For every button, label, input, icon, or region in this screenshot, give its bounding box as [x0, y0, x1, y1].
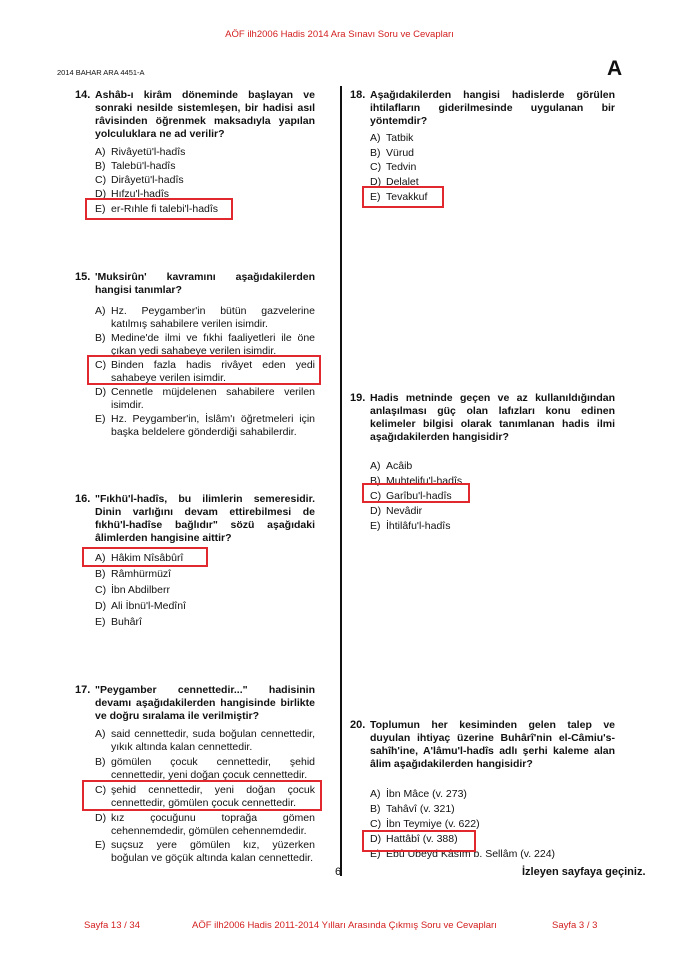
footer-left: Sayfa 13 / 34 — [84, 920, 140, 931]
option-text: gömülen çocuk cennettedir, şehid cennettedir, yeni doğan çocuk cennettedir. — [111, 756, 315, 781]
option-text: Tedvin — [386, 161, 417, 173]
option-letter: C) — [95, 359, 107, 371]
option-text: İbn Mâce (v. 273) — [386, 788, 467, 800]
option-letter: D) — [370, 505, 382, 517]
option-letter: D) — [370, 833, 382, 845]
option-letter: A) — [95, 552, 106, 564]
option-text: Hattâbî (v. 388) — [386, 833, 458, 845]
option-letter: B) — [95, 332, 106, 344]
option-letter: B) — [370, 803, 381, 815]
answer-mark-18 — [362, 186, 444, 208]
option-text: Buhârî — [111, 616, 142, 628]
option-letter: D) — [95, 188, 107, 200]
option-text: Hz. Peygamber'in, İslâm'ı öğretmeleri için başka beldelere gönderdiği sahabilerdir. — [111, 413, 315, 438]
option-letter: E) — [370, 520, 381, 532]
option-letter: A) — [370, 788, 381, 800]
option-letter: C) — [95, 584, 107, 596]
option-letter: E) — [95, 839, 106, 851]
option-letter: B) — [95, 756, 106, 768]
option-letter: C) — [370, 818, 382, 830]
option-text: suçsuz yere gömülen kız, yüzerken boğulan ve göçük altında kalan cennettedir. — [111, 839, 315, 864]
answer-mark-16 — [82, 547, 208, 567]
column-divider — [340, 86, 342, 876]
page-number: 6 — [335, 866, 342, 878]
option-letter: B) — [95, 160, 106, 172]
option-text: Cennetle müjdelenen sahabilere verilen isimdir. — [111, 386, 315, 411]
option-text: Tatbik — [386, 132, 414, 144]
option-letter: D) — [370, 176, 382, 188]
option-letter: E) — [95, 203, 106, 215]
answer-mark-17 — [82, 780, 322, 811]
option-letter: B) — [370, 475, 381, 487]
option-text: Garîbu'l-hadîs — [386, 490, 452, 502]
option-text: Binden fazla hadis rivâyet eden yedi sahabeye verilen isimdir. — [111, 359, 315, 384]
option-letter: C) — [95, 784, 107, 796]
option-letter: A) — [370, 460, 381, 472]
question-number: 18. — [350, 89, 366, 101]
option-letter: E) — [95, 616, 106, 628]
option-text: İbn Teymiye (v. 622) — [386, 818, 480, 830]
option-text: Hâkim Nîsâbûrî — [111, 552, 184, 564]
option-text: said cennettedir, suda boğulan cennettedir, yıkık altında kalan cennettedir. — [111, 728, 315, 753]
option-letter: E) — [370, 848, 381, 860]
question-stem: "Peygamber cennettedir..." hadisinin devamı aşağıdakilerden hangisinde birlikte ve doğru sıralama ile verilmiştir? — [95, 684, 315, 722]
option-letter: E) — [370, 191, 381, 203]
option-text: Talebü'l-hadîs — [111, 160, 176, 172]
booklet-letter: A — [607, 57, 623, 80]
footer-right: Sayfa 3 / 3 — [552, 920, 598, 931]
option-text: Tevakkuf — [386, 191, 428, 203]
question-number: 20. — [350, 719, 366, 731]
answer-mark-14 — [85, 198, 233, 220]
option-letter: C) — [370, 161, 382, 173]
question-number: 17. — [75, 684, 91, 696]
option-text: er-Rıhle fi talebi'l-hadîs — [111, 203, 219, 215]
option-text: Nevâdir — [386, 505, 423, 517]
option-text: kız çocuğunu toprağa gömen cehennemdedir, gömülen cehennemdedir. — [111, 812, 315, 837]
question-number: 15. — [75, 271, 91, 283]
question-stem: "Fıkhü'l-hadîs, bu ilimlerin semeresidir. Dinin varlığını devam ettirebilmesi de fıkhü'l-hadîse bağlıdır" sözü aşağıdaki âlimlerden hangisine aittir? — [95, 493, 315, 544]
option-letter: A) — [95, 728, 106, 740]
option-text: Muhtelifu'l-hadîs — [386, 475, 463, 487]
option-letter: B) — [370, 147, 381, 159]
next-page-note: İzleyen sayfaya geçiniz. — [522, 866, 646, 878]
option-text: Dirâyetü'l-hadîs — [111, 174, 184, 186]
option-text: Acâib — [386, 460, 413, 472]
question-stem: Toplumun her kesiminden gelen talep ve duyulan ihtiyaç üzerine Buhârî'nin el-Câmiu's-sahîh'ine, A'lâmu'l-hadîs adlı şerhi kaleme alan âlim aşağıdakilerden hangisidir? — [370, 719, 615, 770]
question-number: 19. — [350, 392, 366, 404]
footer-center: AÖF ilh2006 Hadis 2011-2014 Yılları Arasında Çıkmış Soru ve Cevapları — [192, 920, 497, 931]
option-letter: D) — [95, 600, 107, 612]
option-text: Vürud — [386, 147, 415, 159]
question-number: 14. — [75, 89, 91, 101]
option-text: Ali İbnü'l-Medînî — [111, 600, 186, 612]
answer-mark-15 — [87, 355, 321, 385]
option-text: Medine'de ilmi ve fıkhi faaliyetleri ile öne çıkan yedi sahabeye verilen isimdir. — [111, 332, 315, 357]
option-text: Delalet — [386, 176, 419, 188]
exam-code: 2014 BAHAR ARA 4451-A — [57, 68, 145, 77]
answer-mark-19 — [362, 483, 470, 503]
option-letter: B) — [95, 568, 106, 580]
answer-mark-20 — [362, 830, 476, 852]
question-stem: Hadis metninde geçen ve az kullanıldığından anlaşılması güç olan lafızları konu edinen kelimeler bilgisi olarak tanımlanan hadis ilmi aşağıdakilerden hangisidir? — [370, 392, 615, 443]
question-stem: 'Muksirûn' kavramını aşağıdakilerden hangisi tanımlar? — [95, 271, 315, 296]
option-letter: C) — [95, 174, 107, 186]
option-letter: E) — [95, 413, 106, 425]
option-text: Hz. Peygamber'in bütün gazvelerine katılmış sahabilere verilen isimdir. — [111, 305, 315, 330]
option-text: Ebû Ubeyd Kâsım b. Sellâm (v. 224) — [386, 848, 556, 860]
question-stem: Aşağıdakilerden hangisi hadislerde görülen ihtilafların giderilmesinde uygulanan bir yöntemdir? — [370, 89, 615, 127]
option-text: İhtilâfu'l-hadîs — [386, 520, 451, 532]
option-text: Tahâvî (v. 321) — [386, 803, 455, 815]
option-text: Rivâyetü'l-hadîs — [111, 146, 186, 158]
option-letter: C) — [370, 490, 382, 502]
option-text: şehid cennettedir, yeni doğan çocuk cennettedir, gömülen çocuk cennettedir. — [111, 784, 315, 809]
question-number: 16. — [75, 493, 91, 505]
document-header-title: AÖF ilh2006 Hadis 2014 Ara Sınavı Soru ve Cevapları — [225, 29, 454, 40]
question-stem: Ashâb-ı kirâm döneminde başlayan ve sonraki nesilde sistemleşen, bir hadisi asıl râvisinden öğrenmek maksadıyla yapılan yolculuklara ne ad verilir? — [95, 89, 315, 140]
option-letter: A) — [95, 305, 106, 317]
option-letter: A) — [95, 146, 106, 158]
option-letter: D) — [95, 812, 107, 824]
option-text: Râmhürmüzî — [111, 568, 172, 580]
option-letter: D) — [95, 386, 107, 398]
option-text: İbn Abdilberr — [111, 584, 170, 596]
option-text: Hıfzu'l-hadîs — [111, 188, 170, 200]
option-letter: A) — [370, 132, 381, 144]
